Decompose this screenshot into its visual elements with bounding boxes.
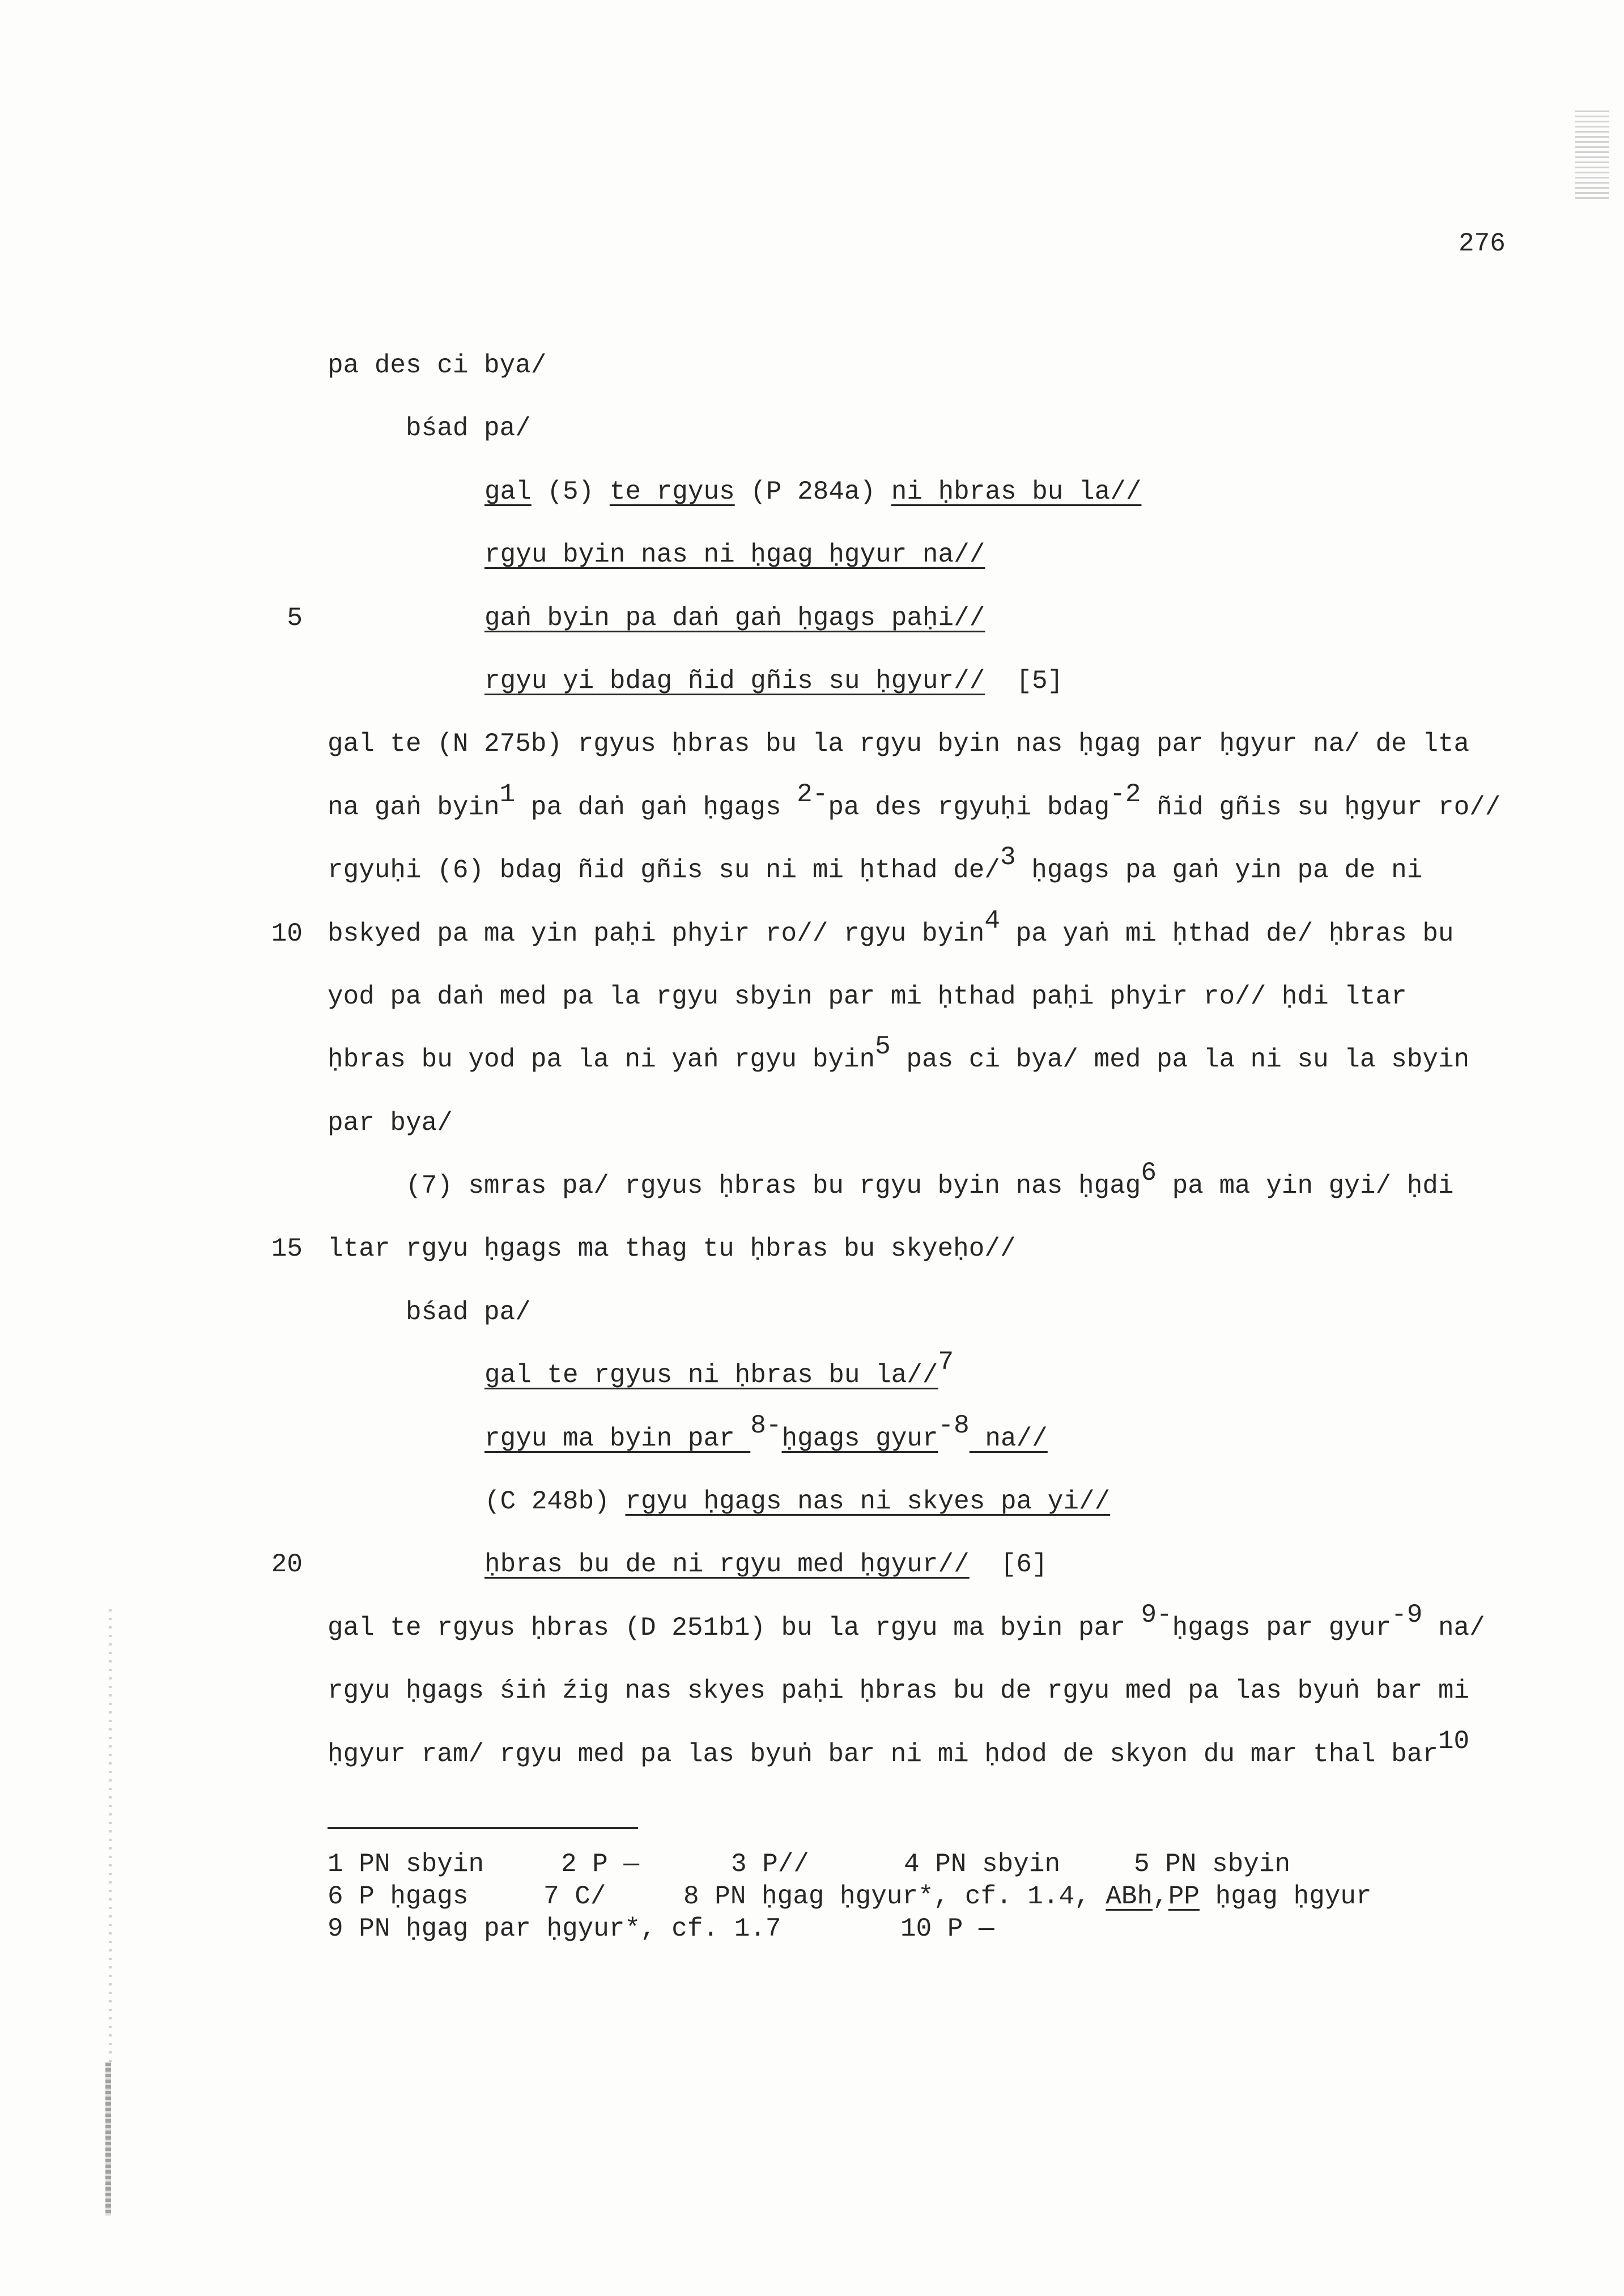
body-text xyxy=(0,334,1624,1786)
footnote-entry xyxy=(683,1881,1372,1913)
underlined-text: rgyu byin nas ni ḥgag ḥgyur na// xyxy=(484,540,985,570)
text-segment: par bya/ xyxy=(328,1108,453,1138)
footnote-marker: 6 xyxy=(1141,1158,1157,1188)
text-segment: (C 248b) xyxy=(484,1487,626,1517)
footnote-entry: 1 PN sbyin xyxy=(328,1849,484,1879)
text-line xyxy=(0,1218,1624,1281)
footnote-marker: 4 xyxy=(984,905,1000,936)
text-line xyxy=(0,1092,1624,1155)
page-number: 276 xyxy=(1459,229,1506,258)
text-segment: gal te rgyus ḥbras (D 251b1) bu la rgyu ma byin par xyxy=(328,1613,1141,1643)
footnote-entry: 5 PN sbyin xyxy=(1134,1849,1291,1879)
footnote-marker: -2 xyxy=(1109,779,1141,809)
text-line xyxy=(0,966,1624,1028)
text-segment: (7) smras pa/ rgyus ḥbras bu rgyu byin nas ḥgag xyxy=(406,1171,1141,1201)
text-segment: pa daṅ gaṅ ḥgags xyxy=(515,792,797,822)
underlined-text: ḥgags gyur xyxy=(781,1423,938,1453)
footnote-marker: 9- xyxy=(1141,1600,1172,1630)
verse-number: [6] xyxy=(1000,1550,1048,1580)
verse-line xyxy=(0,650,1624,713)
footnote-marker: -9 xyxy=(1391,1600,1423,1630)
footnote-row xyxy=(0,1848,1624,1881)
footnote-entry: 9 PN ḥgag par ḥgyur*, cf. 1.7 xyxy=(328,1914,781,1944)
underlined-text: rgyu yi bdag ñid gñis su ḥgyur// xyxy=(484,666,985,696)
text-segment: ñid gñis su ḥgyur ro// xyxy=(1141,792,1501,822)
footnote-entry: 7 C/ xyxy=(543,1882,606,1911)
text-line xyxy=(0,839,1624,902)
text-segment: pa ma yin gyi/ ḥdi xyxy=(1157,1171,1454,1201)
text-segment: bśad pa/ xyxy=(406,1297,531,1327)
verse-line xyxy=(0,1408,1624,1470)
footnote-marker: 3 xyxy=(1000,843,1016,873)
text-segment: bśad pa/ xyxy=(406,414,531,444)
text-line xyxy=(0,903,1624,966)
footnote-rule xyxy=(328,1827,638,1829)
text-line xyxy=(0,1155,1624,1218)
text-segment: rgyuḥi (6) bdag ñid gñis su ni mi ḥthad de/ xyxy=(328,856,1000,886)
text-line xyxy=(0,1028,1624,1091)
line-number: 15 xyxy=(271,1234,303,1264)
text-segment: pa des rgyuḥi bdag xyxy=(828,792,1110,822)
underlined-text: rgyu ḥgags nas ni skyes pa yi// xyxy=(625,1487,1111,1517)
text-line xyxy=(0,397,1624,460)
scan-artifact-corner xyxy=(1575,110,1609,201)
footnote-entry: 2 P — xyxy=(561,1849,640,1879)
footnote-text: , xyxy=(1153,1882,1168,1911)
text-segment: bskyed pa ma yin paḥi phyir ro// rgyu byin xyxy=(328,919,985,949)
footnote-entry: 4 PN sbyin xyxy=(904,1849,1061,1879)
underlined-text: rgyu ma byin par xyxy=(484,1423,751,1453)
text-line xyxy=(0,1723,1624,1786)
underlined-text: te rgyus xyxy=(609,477,735,507)
line-number: 20 xyxy=(271,1550,303,1580)
text-segment: na/ xyxy=(1422,1613,1485,1643)
scan-artifact-edge xyxy=(105,2063,111,2216)
verse-line xyxy=(0,587,1624,650)
text-segment: na gaṅ byin xyxy=(328,792,500,822)
footnote-marker: 10 xyxy=(1438,1726,1470,1756)
text-segment: rgyu ḥgags śiṅ źig nas skyes paḥi ḥbras bu de rgyu med pa las byuṅ bar mi xyxy=(328,1676,1470,1706)
footnote-entry: 10 P — xyxy=(900,1914,994,1944)
verse-line xyxy=(0,1470,1624,1533)
text-line xyxy=(0,334,1624,397)
footnote-row xyxy=(0,1881,1624,1913)
footnote-marker: 7 xyxy=(938,1347,954,1377)
footnote-marker: 5 xyxy=(875,1032,891,1062)
text-segment: pa des ci bya/ xyxy=(328,351,547,380)
text-line xyxy=(0,776,1624,839)
footnote-entry: 3 P// xyxy=(731,1849,810,1879)
footnote-text: ḥgag ḥgyur xyxy=(1199,1882,1372,1911)
text-segment: ḥgags par gyur xyxy=(1172,1613,1392,1643)
text-segment: pas ci bya/ med pa la ni su la sbyin xyxy=(890,1045,1470,1075)
footnote-marker: 8- xyxy=(750,1410,782,1440)
text-segment: ḥgyur ram/ rgyu med pa las byuṅ bar ni mi ḥdod de skyon du mar thal bar xyxy=(328,1739,1438,1769)
text-line xyxy=(0,713,1624,776)
underlined-text: gal xyxy=(484,477,532,507)
footnote-marker: 1 xyxy=(499,779,516,809)
underlined-text: na// xyxy=(969,1423,1048,1453)
footnote-text: 8 PN ḥgag ḥgyur*, cf. 1.4, xyxy=(683,1882,1106,1911)
siglum-abbreviation: PP xyxy=(1168,1882,1200,1911)
text-segment: (5) xyxy=(531,477,610,507)
verse-number: [5] xyxy=(1016,666,1064,696)
underlined-text: gaṅ byin pa daṅ gaṅ ḥgags paḥi// xyxy=(484,603,985,633)
line-number: 5 xyxy=(287,603,303,633)
verse-line xyxy=(0,524,1624,586)
footnote-entry: 6 P ḥgags xyxy=(328,1882,469,1911)
text-segment: gal te (N 275b) rgyus ḥbras bu la rgyu byin nas ḥgag par ḥgyur na/ de lta xyxy=(328,729,1470,759)
text-line xyxy=(0,1660,1624,1723)
text-segment: ḥgags pa gaṅ yin pa de ni xyxy=(1015,856,1423,886)
underlined-text: gal te rgyus ni ḥbras bu la// xyxy=(484,1360,938,1391)
verse-line xyxy=(0,1344,1624,1407)
text-line xyxy=(0,1597,1624,1660)
underlined-text: ḥbras bu de ni rgyu med ḥgyur// xyxy=(484,1550,970,1580)
siglum-abbreviation: ABh xyxy=(1106,1882,1153,1911)
footnote-marker: 2- xyxy=(797,779,828,809)
text-segment: (P 284a) xyxy=(734,477,891,507)
footnote-marker: -8 xyxy=(938,1410,970,1440)
text-segment: pa yaṅ mi ḥthad de/ ḥbras bu xyxy=(1000,919,1454,949)
text-segment: ltar rgyu ḥgags ma thag tu ḥbras bu skyeḥo// xyxy=(328,1234,1016,1264)
underlined-text: ni ḥbras bu la// xyxy=(891,477,1142,507)
text-segment: yod pa daṅ med pa la rgyu sbyin par mi ḥthad paḥi phyir ro// ḥdi ltar xyxy=(328,981,1407,1011)
text-line xyxy=(0,1281,1624,1344)
text-segment: ḥbras bu yod pa la ni yaṅ rgyu byin xyxy=(328,1045,875,1075)
footnote-row xyxy=(0,1913,1624,1945)
line-number: 10 xyxy=(271,919,303,949)
verse-line xyxy=(0,461,1624,524)
verse-line xyxy=(0,1533,1624,1596)
